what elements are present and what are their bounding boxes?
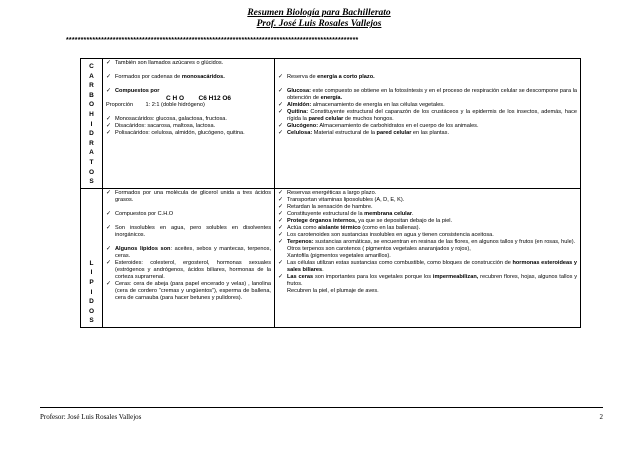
list-item: ✓ Transportan vitaminas liposolubles (A, D, E, K). xyxy=(278,196,405,203)
check-icon: ✓ xyxy=(278,210,284,217)
check-icon: ✓ xyxy=(278,109,284,115)
label-letter: I xyxy=(90,120,93,128)
label-letter: O xyxy=(88,307,95,315)
summary-table xyxy=(80,58,581,328)
table-row-lipidos xyxy=(81,188,581,327)
list-item: ✓ Formados por cadenas de monosacáridos. xyxy=(106,74,225,80)
check-icon: ✓ xyxy=(278,123,284,129)
check-icon: ✓ xyxy=(278,189,284,196)
check-icon: ✓ xyxy=(278,203,284,210)
check-icon: ✓ xyxy=(106,74,112,80)
check-icon: ✓ xyxy=(106,116,112,122)
document-subtitle: Prof. José Luis Rosales Vallejos xyxy=(256,19,382,29)
label-letter: H xyxy=(89,110,94,118)
list-item: ✓ Esteroides: colesterol, ergosterol, hormonas sexuales (estrógenos y andrógenos, ácidos biliares, hormonas de la corteza suprarrenal. xyxy=(106,259,271,280)
list-item: ✓ Compuestos por C.H.O xyxy=(106,210,174,217)
document-header xyxy=(0,8,638,30)
check-icon: ✓ xyxy=(278,238,284,245)
footer-author: Profesor: José Luis Rosales Vallejos xyxy=(40,413,142,421)
list-item: ✓ Reservas energéticas a largo plazo. xyxy=(278,189,377,196)
list-item: ✓ Las ceras son importantes para los vegetales porque los impermeabilizan, recubren flores, hojas, algunos tallos y frutos. Recubren la piel, el plumaje de aves. xyxy=(278,273,577,294)
label-letter: C xyxy=(89,63,94,70)
check-icon: ✓ xyxy=(106,88,112,94)
label-letter: L xyxy=(89,259,94,267)
list-item: ✓ Compuestos por xyxy=(106,88,160,94)
label-letter: O xyxy=(88,101,95,109)
check-icon: ✓ xyxy=(278,74,284,80)
list-item: ✓ También son llamados azúcares o glúcidos. xyxy=(106,60,224,66)
check-icon: ✓ xyxy=(278,259,284,266)
list-item: ✓ Retardan la sensación de hambre. xyxy=(278,203,373,210)
label-letter: B xyxy=(89,91,94,99)
check-icon: ✓ xyxy=(278,88,284,94)
label-letter: T xyxy=(89,158,94,166)
check-icon: ✓ xyxy=(106,245,112,252)
page-footer xyxy=(40,413,603,421)
list-item: ✓ Formados por una molécula de glicerol unida a tres ácidos grasos. xyxy=(106,189,271,203)
check-icon: ✓ xyxy=(278,130,284,136)
label-letter: O xyxy=(88,168,95,176)
list-item: ✓ Terpenos: sustancias aromáticas, se encuentran en resinas de las flores, en algunos tallos y frutos (en rosas, hule). Otros terpenos son carotenos ( pigmentos vegetales anaranjados y rojos), Xantofila (pigmentos vegetales amarillos). xyxy=(278,238,576,259)
page-number: 2 xyxy=(599,413,603,421)
list-item: ✓ Protege órganos internos, ya que se depositan debajo de la piel. xyxy=(278,217,453,224)
check-icon: ✓ xyxy=(106,189,112,196)
label-letter: A xyxy=(89,149,94,157)
check-icon: ✓ xyxy=(278,196,284,203)
list-item: ✓ Reserva de energía a corto plazo. xyxy=(278,74,375,80)
check-icon: ✓ xyxy=(106,123,112,129)
lipidos-characteristics xyxy=(103,188,275,327)
list-item: ✓ Constituyente estructural de la membrana celular. xyxy=(278,210,414,217)
carbohidratos-characteristics xyxy=(103,59,275,189)
check-icon: ✓ xyxy=(106,210,112,217)
lipidos-functions xyxy=(275,188,581,327)
list-item: ✓ Monosacáridos: glucosa, galactosa, fructosa. xyxy=(106,116,227,122)
label-letter: S xyxy=(89,178,94,186)
label-letter: I xyxy=(90,288,93,296)
list-item: ✓ Celulosa: Material estructural de la pared celular en las plantas. xyxy=(278,130,450,136)
label-letter: P xyxy=(89,278,94,286)
check-icon: ✓ xyxy=(106,60,112,66)
label-letter: S xyxy=(89,317,94,325)
list-item: ✓ Almidón: almacenamiento de energía en las células vegetales. xyxy=(278,102,445,108)
check-icon: ✓ xyxy=(278,102,284,108)
list-item: ✓ Glucógeno: Almacenamiento de carbohidratos en el cuerpo de los animales. xyxy=(278,123,479,129)
check-icon: ✓ xyxy=(106,224,112,231)
label-letter: R xyxy=(89,139,94,147)
label-letter: I xyxy=(90,269,93,277)
list-item: ✓ Polisacáridos: celulosa, almidón, glucógeno, quitina. xyxy=(106,130,245,136)
check-icon: ✓ xyxy=(278,224,284,231)
label-letter: R xyxy=(89,82,94,90)
label-carbohidratos xyxy=(81,59,103,189)
formula: C H O C6 H12 O6 xyxy=(166,95,232,102)
list-item: ✓ Son insolubles en agua, pero solubles en disolventes inorgánicos. xyxy=(106,224,271,238)
check-icon: ✓ xyxy=(106,130,112,136)
list-item: ✓ Algunos lípidos son: aceites, sebos y mantecas, terpenos, ceras. xyxy=(106,245,271,259)
list-item: ✓ Las células utilizan estas sustancias como combustible, como bloques de construcción de hormonas esteroideas y sales biliares. xyxy=(278,259,577,273)
list-item: ✓ Quitina: Constituyente estructural del caparazón de los crustáceos y la epidermis de los insectos, además, hace rígida la pared celular de muchos hongos. xyxy=(278,109,577,122)
list-item: ✓ Disacáridos: sacarosa, maltosa, lactosa. xyxy=(106,123,216,129)
label-letter: A xyxy=(89,72,94,80)
check-icon: ✓ xyxy=(106,259,112,266)
check-icon: ✓ xyxy=(278,231,284,238)
list-item: ✓ Los carotenoides son sustancias insolubles en agua y tienen consistencia aceitosa. xyxy=(278,231,494,238)
list-item: ✓ Ceras: cera de abeja (para papel encerado y velas) , lanolina (cera de cordero “cremas y ungüentos”), esperma de ballena, cera de carnauba (para hacer betunes y pulidores). xyxy=(106,280,271,301)
footer-rule xyxy=(40,407,603,408)
document-title: Resumen Biología para Bachillerato xyxy=(247,8,391,18)
label-letter: D xyxy=(89,298,94,306)
list-item: ✓ Actúa como aislante térmico (como en las ballenas). xyxy=(278,224,421,231)
check-icon: ✓ xyxy=(106,280,112,287)
label-letter: D xyxy=(89,130,94,138)
star-divider: **************************************************************************************************** xyxy=(66,37,359,44)
check-icon: ✓ xyxy=(278,217,284,224)
check-icon: ✓ xyxy=(278,273,284,280)
list-item: ✓ Glucosa: este compuesto se obtiene en la fotosíntesis y en el proceso de respiración celular se descompone para la obtención de energía. xyxy=(278,88,577,101)
table-row-carbohidratos xyxy=(81,59,581,189)
carbohidratos-functions xyxy=(275,59,581,189)
label-lipidos xyxy=(81,188,103,327)
proportion: Proporción 1: 2:1 (doble hidrógeno) xyxy=(106,102,205,108)
